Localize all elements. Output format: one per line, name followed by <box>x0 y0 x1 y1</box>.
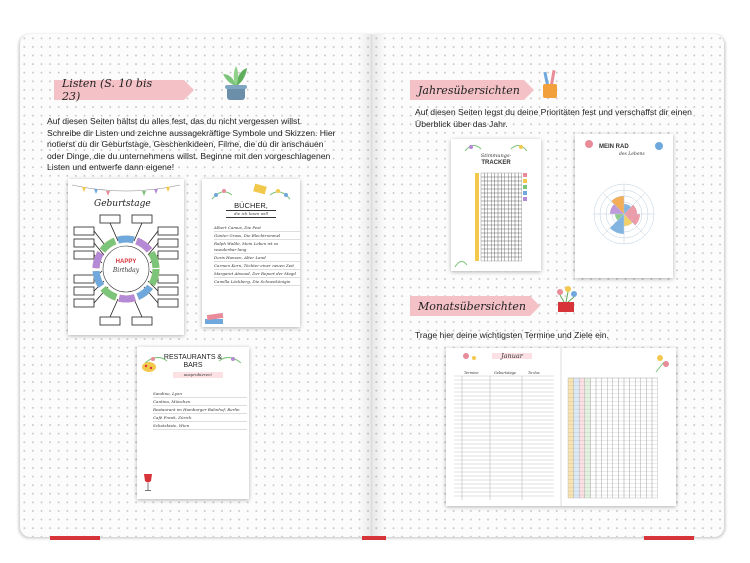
cover-band-left <box>50 536 100 540</box>
plant-icon <box>220 64 252 102</box>
card-restaurants <box>137 347 249 499</box>
card-books <box>202 179 300 327</box>
happy-label: HAPPY <box>115 259 137 265</box>
notebook-spread <box>20 34 726 540</box>
book-spine <box>358 34 386 537</box>
month-title: Januar <box>492 353 532 359</box>
restaurants-list <box>147 391 247 431</box>
mood-title-1: Stimmungs- <box>480 153 512 159</box>
list-item: Camilla Läckberg, Die Schneekönigin <box>214 279 300 286</box>
col-header-birthdays: Geburtstage <box>494 371 517 375</box>
wine-glass-icon <box>143 473 153 493</box>
section-heading-month <box>410 296 530 316</box>
list-item: Margaret Atwood, Der Report der Magd <box>214 271 300 278</box>
left-page <box>20 34 372 537</box>
year-intro-paragraph: Auf diesen Seiten legst du deine Prioritäten fest und verschaffst dir einen Überblick über das Jahr. <box>415 107 692 129</box>
birthday-label: Birthday <box>112 267 140 274</box>
list-item: Café Frank, Zürich <box>153 415 247 422</box>
section-heading-year <box>410 80 524 100</box>
list-item: Cantina, München <box>153 399 247 406</box>
cover-band-right <box>644 536 694 540</box>
card-mood-tracker <box>451 139 541 271</box>
list-item: Schatzkiste, Wien <box>153 423 247 430</box>
books-card-subtitle: die ich lesen will <box>226 210 276 218</box>
books-icon <box>204 311 226 325</box>
list-item: Günter Grass, Die Blechtrommel <box>214 233 300 240</box>
list-item: Sandino, Lyon <box>153 391 247 398</box>
birthday-card-title: Geburtstage <box>94 199 151 209</box>
list-item: Albert Camus, Die Pest <box>214 225 300 232</box>
heading-text: Jahresübersichten <box>418 83 520 97</box>
section-heading-lists <box>54 77 184 103</box>
books-list <box>208 225 300 287</box>
list-item: Carmen Korn, Töchter einer neuen Zeit <box>214 263 300 270</box>
wheel-title-1: MEIN RAD <box>599 144 629 150</box>
pizza-icon <box>141 361 157 373</box>
restaurants-card-title: RESTAURANTS & BARS <box>163 354 223 369</box>
pencil-cup-icon <box>537 70 563 100</box>
col-header-todos: To-dos <box>528 371 540 375</box>
month-intro-paragraph: Trage hier deine wichtigsten Termine und Ziele ein. <box>415 330 609 340</box>
restaurants-card-subtitle: ausprobieren! <box>173 372 223 378</box>
books-card-title: BÜCHER, <box>234 201 268 210</box>
mood-title-2: TRACKER <box>481 160 511 166</box>
list-item: Ralph Waldo, Mein Leben ist so wunderbar lang <box>214 241 300 254</box>
wheel-title-2: des Lebens <box>619 152 645 157</box>
flower-pot-icon <box>552 284 580 314</box>
intro-paragraph: Auf diesen Seiten hältst du alles fest, das du nicht vergessen willst. Schreibe dir Listen und zeichne aussagekräftige Symbole und Skizzen. Hier notierst du dir Geburtstage, Geschenkideen, Filme, die du dir anschauen oder Dinge, die du unternehmens willst. Beginne mit den vorgeschlagenen Listen und entwerfe dann eigene! <box>47 116 336 172</box>
right-page <box>372 34 724 537</box>
card-birthdays <box>68 179 184 335</box>
heading-text: Listen (S. 10 bis 23) <box>62 77 153 103</box>
cover-band-middle <box>362 536 386 540</box>
list-item: Doris Hansen, Alter Land <box>214 255 300 262</box>
list-item: Restaurant im Hamburger Bahnhof, Berlin <box>153 407 247 414</box>
col-header-appointments: Termine <box>464 371 479 375</box>
card-wheel-of-life <box>575 134 673 278</box>
card-month <box>446 348 676 506</box>
heading-text: Monatsübersichten <box>418 299 526 313</box>
